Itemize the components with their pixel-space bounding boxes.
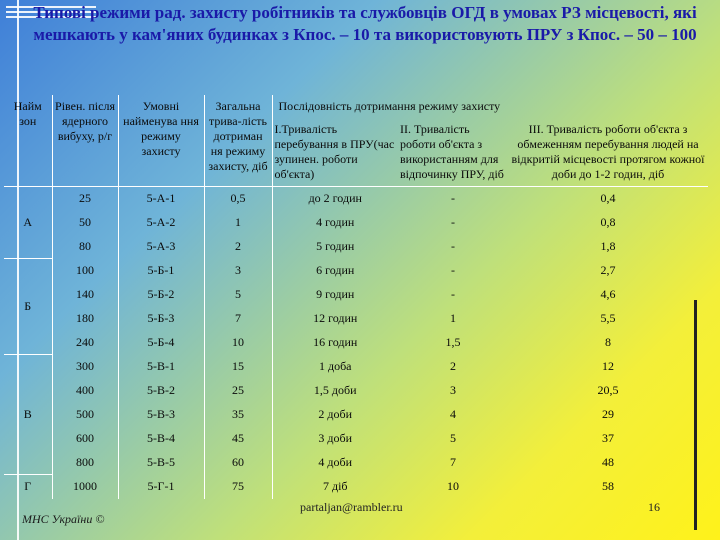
mode-cell: 5-Г-1 [118, 475, 204, 499]
stage-3-cell: 8 [605, 335, 612, 349]
stage-1-cell: 3 доби [318, 431, 353, 445]
stage-1-cell: 5 годин [316, 239, 355, 253]
stage-3-cell: 58 [602, 479, 615, 493]
table-row [4, 403, 708, 427]
stage-3-cell: 1,8 [600, 239, 616, 253]
stage-3-cell: 12 [602, 359, 615, 373]
stage-1-cell: до 2 годин [308, 191, 362, 206]
header-sequence: Послідовність дотримання режиму захисту [278, 99, 501, 113]
level-cell: 180 [52, 307, 118, 331]
total-cell: 60 [204, 451, 272, 475]
total-cell: 1 [204, 211, 272, 235]
level-cell: 400 [52, 379, 118, 403]
stage-1-cell: 6 годин [316, 263, 355, 277]
mode-cell: 5-В-1 [118, 355, 204, 379]
stage-2-cell: 5 [450, 431, 456, 445]
zone-label: А [4, 187, 52, 259]
table-row [4, 235, 708, 259]
header-stage-1: І.Тривалість перебування в ПРУ(час зупинен. роботи об'єкта) [272, 118, 398, 187]
stage-2-cell: - [451, 263, 455, 277]
total-cell: 45 [204, 427, 272, 451]
total-cell: 15 [204, 355, 272, 379]
level-cell: 500 [52, 403, 118, 427]
footer-email: partaljan@rambler.ru [300, 500, 403, 514]
stage-3-cell: 0,4 [600, 191, 616, 206]
mode-cell: 5-В-5 [118, 451, 204, 475]
stage-1-cell: 4 годин [316, 215, 355, 229]
mode-cell: 5-В-4 [118, 427, 204, 451]
total-cell: 0,5 [204, 187, 272, 211]
page-title: Типові режими рад. захисту робітників та службовців ОГД в умовах РЗ місцевості, які мешкають у кам'яних будинках з Кпос. – 10 та використовують ПРУ з Кпос. – 50 – 100 [33, 3, 697, 44]
stage-2-cell: 4 [450, 407, 456, 421]
stage-1-cell: 7 діб [322, 479, 348, 493]
table-row [4, 451, 708, 475]
stage-3-cell: 2,7 [600, 263, 616, 277]
zone-label: Б [4, 259, 52, 355]
header-level: Рівен. після ядерного вибуху, р/г [52, 95, 118, 187]
level-cell: 300 [52, 355, 118, 379]
level-cell: 50 [52, 211, 118, 235]
zone-label: Г [4, 475, 52, 499]
table-row [4, 379, 708, 403]
stage-1-cell: 9 годин [316, 287, 355, 301]
level-cell: 25 [52, 187, 118, 211]
stage-3-cell: 37 [602, 431, 615, 445]
level-cell: 80 [52, 235, 118, 259]
stage-3-cell: 4,6 [600, 287, 616, 301]
table-row [4, 355, 708, 379]
stage-2-cell: - [451, 239, 455, 253]
stage-2-cell: 10 [447, 479, 459, 493]
level-cell: 140 [52, 283, 118, 307]
table-row [4, 331, 708, 355]
stage-2-cell: 2 [450, 359, 456, 373]
level-cell: 100 [52, 259, 118, 283]
stage-1-cell: 2 доби [318, 407, 353, 421]
stage-2-cell: - [451, 215, 455, 229]
mode-cell: 5-В-2 [118, 379, 204, 403]
header-stage-3: ІІІ. Тривалість роботи об'єкта з обмеженням перебування людей на відкритій місцевості протягом кожної доби до 1-2 годин, діб [508, 118, 708, 187]
stage-2-cell: - [451, 191, 455, 206]
mode-cell: 5-В-3 [118, 403, 204, 427]
table-row [4, 259, 708, 283]
header-mode-name: Умовні найменува ння режиму захисту [118, 95, 204, 187]
stage-1-cell: 4 доби [318, 455, 353, 469]
mode-cell: 5-Б-4 [118, 331, 204, 355]
stage-2-cell: 1 [450, 311, 456, 325]
total-cell: 35 [204, 403, 272, 427]
total-cell: 25 [204, 379, 272, 403]
total-cell: 75 [204, 475, 272, 499]
header-zone: Найм зон [4, 95, 52, 187]
mode-cell: 5-А-3 [118, 235, 204, 259]
stage-3-cell: 5,5 [600, 311, 616, 325]
mode-cell: 5-А-2 [118, 211, 204, 235]
page-number: 16 [648, 500, 660, 514]
stage-1-cell: 1,5 доби [313, 383, 357, 397]
table-row [4, 283, 708, 307]
mode-cell: 5-Б-1 [118, 259, 204, 283]
mode-cell: 5-А-1 [118, 187, 204, 211]
table-row [4, 307, 708, 331]
total-cell: 7 [204, 307, 272, 331]
total-cell: 10 [204, 331, 272, 355]
stage-3-cell: 29 [602, 407, 615, 421]
stage-1-cell: 16 годин [313, 335, 358, 349]
mode-cell: 5-Б-2 [118, 283, 204, 307]
table-row [4, 475, 708, 499]
stage-2-cell: 7 [450, 455, 456, 469]
table-row [4, 187, 708, 211]
header-total-duration: Загальна трива-лість дотриман ня режиму захисту, діб [204, 95, 272, 187]
stage-2-cell: 3 [450, 383, 456, 397]
total-cell: 3 [204, 259, 272, 283]
stage-3-cell: 20,5 [597, 383, 619, 397]
zone-label: В [4, 355, 52, 475]
level-cell: 800 [52, 451, 118, 475]
level-cell: 240 [52, 331, 118, 355]
table-row [4, 427, 708, 451]
mode-cell: 5-Б-3 [118, 307, 204, 331]
stage-3-cell: 0,8 [600, 215, 616, 229]
stage-3-cell: 48 [602, 455, 615, 469]
total-cell: 5 [204, 283, 272, 307]
table-row [4, 211, 708, 235]
stage-2-cell: 1,5 [445, 335, 461, 349]
level-cell: 600 [52, 427, 118, 451]
protection-regimes-table [4, 95, 708, 499]
table-body [4, 187, 708, 499]
total-cell: 2 [204, 235, 272, 259]
stage-1-cell: 12 годин [313, 311, 358, 325]
header-stage-2: ІІ. Тривалість роботи об'єкта з використанням для відпочинку ПРУ, діб [398, 118, 508, 187]
footer-copyright: МНС України © [22, 512, 105, 526]
level-cell: 1000 [52, 475, 118, 499]
decorative-right-bar [694, 300, 697, 530]
stage-2-cell: - [451, 287, 455, 301]
stage-1-cell: 1 доба [318, 359, 352, 373]
